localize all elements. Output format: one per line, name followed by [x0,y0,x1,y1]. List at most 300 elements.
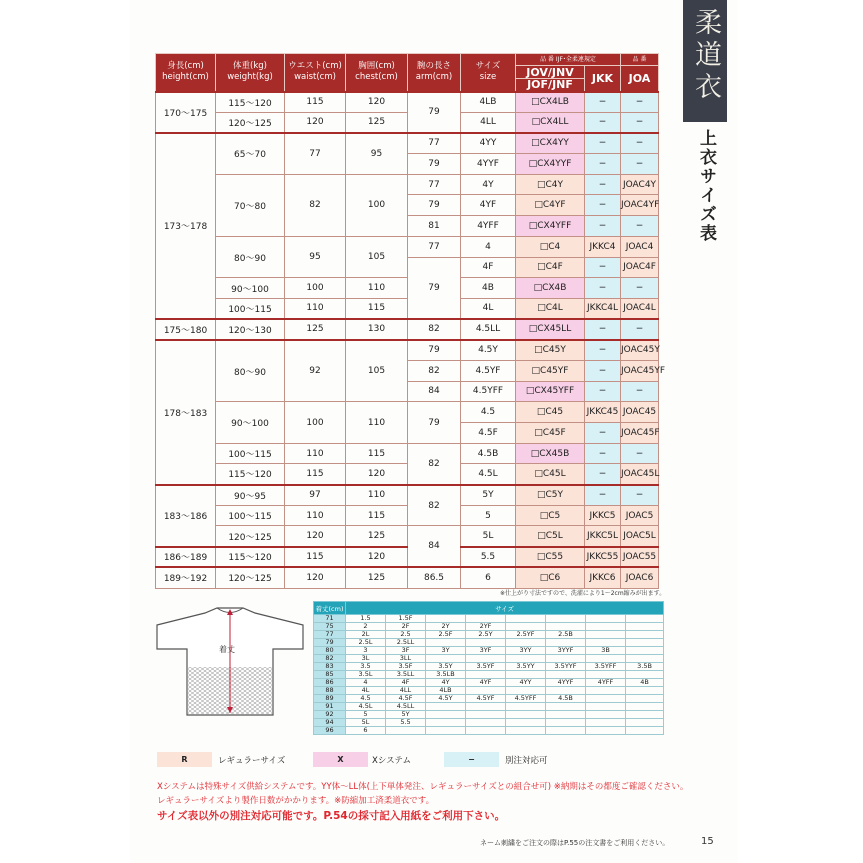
size-cell: 4LL [386,687,426,695]
cell-size: 5 [461,505,516,526]
cell-model-joa: JOAC45Y [621,340,659,361]
cell-model-joa: JOAC4L [621,298,659,319]
cell-size: 4LB [461,92,516,113]
cell-chest: 115 [346,505,408,526]
cell-arm: 79 [408,402,461,443]
cell-model-joa: − [621,485,659,506]
cell-model-jov: □C45YF [516,360,585,381]
size-cell: 4.5F [386,695,426,703]
size-cell [426,711,466,719]
cell-model-joa: − [621,443,659,464]
length-cell: 86 [314,679,346,687]
length-cell: 80 [314,647,346,655]
cell-waist: 110 [285,298,346,319]
legend-special-box: − [444,752,499,767]
legend-special-text: 別注対応可 [505,756,548,766]
size-cell [586,615,626,623]
cell-model-joa: − [621,216,659,237]
cell-chest: 120 [346,92,408,113]
cell-size: 4F [461,257,516,278]
cell-model-jkk: − [585,360,621,381]
cell-arm: 79 [408,195,461,216]
col-waist: ウエスト(cm) waist(cm) [285,54,346,92]
cell-weight: 90〜100 [216,402,285,443]
size-cell [466,703,506,711]
cell-arm: 82 [408,485,461,526]
cell-model-jkk: JKKC5L [585,526,621,547]
size-cell: 4Y [426,679,466,687]
cell-height: 183〜186 [156,485,216,547]
cell-waist: 100 [285,402,346,443]
col-jkk: JKK [585,66,621,92]
cell-model-jov: □CX45B [516,443,585,464]
size-cell: 4.5YF [466,695,506,703]
cell-model-jov: □C6 [516,567,585,588]
cell-model-jov: □CX4YYF [516,154,585,175]
length-cell: 77 [314,631,346,639]
size-cell: 3LL [386,655,426,663]
size-cell: 2.5L [346,639,386,647]
cell-model-jkk: JKKC6 [585,567,621,588]
cell-model-jov: □C4F [516,257,585,278]
size-cell [626,615,664,623]
size-cell: 4L [346,687,386,695]
size-row [156,526,659,547]
cell-waist: 125 [285,319,346,340]
cell-model-joa: − [621,381,659,402]
cell-model-jov: □C4 [516,236,585,257]
size-cell: 3.5LL [386,671,426,679]
cell-waist: 82 [285,174,346,236]
cell-arm: 77 [408,133,461,154]
length-cell: 94 [314,719,346,727]
cell-model-jov: □C5L [516,526,585,547]
size-cell: 5L [346,719,386,727]
size-cell: 1.5 [346,615,386,623]
cell-size: 4.5YF [461,360,516,381]
cell-waist: 115 [285,92,346,113]
cell-size: 5L [461,526,516,547]
cell-arm: 82 [408,360,461,381]
notes [157,780,687,824]
legend-x-text: Xシステム [372,756,411,766]
size-cell [626,631,664,639]
size-row [156,174,659,195]
cell-weight: 90〜100 [216,278,285,299]
col-jov: JOV/JNV [516,66,585,79]
cell-model-joa: − [621,154,659,175]
length-cell: 96 [314,727,346,735]
size-cell [626,695,664,703]
cell-arm: 79 [408,154,461,175]
size-cell [546,711,586,719]
size-cell: 4YY [506,679,546,687]
cell-model-jov: □C55 [516,547,585,568]
col-weight: 体重(kg) weight(kg) [216,54,285,92]
cell-model-jov: □C45F [516,423,585,444]
size-cell [426,727,466,735]
size-row [156,402,659,423]
cell-model-jov: □CX4LL [516,112,585,133]
size-row [156,464,659,485]
cell-model-joa: JOAC45L [621,464,659,485]
cell-model-jov: □C45L [516,464,585,485]
cell-model-jkk: − [585,423,621,444]
cell-size: 4L [461,298,516,319]
size-cell: 1.5F [386,615,426,623]
size-row [156,133,659,154]
cell-height: 170〜175 [156,92,216,133]
size-cell [626,719,664,727]
page-number: 15 [701,836,714,847]
cell-model-jkk: − [585,174,621,195]
size-cell [426,703,466,711]
cell-size: 4Y [461,174,516,195]
cell-size: 4.5Y [461,340,516,361]
cell-chest: 105 [346,236,408,277]
cell-model-joa: JOAC4Y [621,174,659,195]
size-cell [546,615,586,623]
cell-model-jkk: − [585,340,621,361]
cell-weight: 80〜90 [216,236,285,277]
cell-chest: 125 [346,526,408,547]
cell-height: 175〜180 [156,319,216,340]
cell-size: 4.5L [461,464,516,485]
size-cell: 4B [626,679,664,687]
length-cell: 91 [314,703,346,711]
cell-model-joa: JOAC4YF [621,195,659,216]
page-subtitle: 上衣サイズ表 [696,129,716,243]
size-cell [586,695,626,703]
cell-model-jov: □CX4YY [516,133,585,154]
cell-waist: 115 [285,464,346,485]
cell-size: 4.5LL [461,319,516,340]
cell-model-joa: − [621,278,659,299]
cell-waist: 100 [285,278,346,299]
cell-waist: 110 [285,443,346,464]
cell-model-joa: JOAC55 [621,547,659,568]
jacket-diagram [155,605,305,717]
size-cell: 4.5B [546,695,586,703]
col-size: サイズ size [461,54,516,92]
length-cell: 83 [314,663,346,671]
size-cell: 2L [346,631,386,639]
size-row [156,547,659,568]
size-cell [546,703,586,711]
cell-model-joa: JOAC6 [621,567,659,588]
cell-model-joa: JOAC45F [621,423,659,444]
shrink-note: ※仕上がり寸法ですので、洗濯により1〜2cm縮みが出ます。 [500,590,666,597]
size-cell: 4.5L [346,703,386,711]
cell-chest: 110 [346,402,408,443]
cell-waist: 120 [285,526,346,547]
cell-weight: 70〜80 [216,174,285,236]
size-cell: 2.5 [386,631,426,639]
size-cell: 2.5B [546,631,586,639]
size-cell: 5.5 [386,719,426,727]
cell-arm: 81 [408,216,461,237]
cell-chest: 105 [346,340,408,402]
size-cell: 4YYF [546,679,586,687]
size-row [156,236,659,257]
cell-model-joa: JOAC45YF [621,360,659,381]
col-model-group-2: 品 番 [621,54,659,66]
size-cell [546,719,586,727]
length-cell: 85 [314,671,346,679]
cell-model-joa: − [621,133,659,154]
size-cell [386,727,426,735]
cell-model-jkk: JKKC55 [585,547,621,568]
cell-model-joa: JOAC5 [621,505,659,526]
cell-model-jkk: − [585,216,621,237]
cell-waist: 120 [285,112,346,133]
cell-model-jkk: − [585,112,621,133]
side-tab [683,0,727,122]
size-cell [586,687,626,695]
cell-model-jkk: − [585,133,621,154]
col-height: 身長(cm) height(cm) [156,54,216,92]
size-cell: 2F [386,623,426,631]
size-cell [626,711,664,719]
len-col-size: サイズ [346,602,664,615]
cell-height: 189〜192 [156,567,216,588]
col-jof: JOF/JNF [516,79,585,92]
cell-weight: 115〜120 [216,464,285,485]
cell-waist: 97 [285,485,346,506]
size-cell: 4.5LL [386,703,426,711]
size-cell: 3Y [426,647,466,655]
size-row [156,278,659,299]
size-cell [626,639,664,647]
cell-weight: 120〜130 [216,319,285,340]
cell-model-jov: □CX4B [516,278,585,299]
cell-weight: 65〜70 [216,133,285,174]
cell-weight: 120〜125 [216,567,285,588]
cell-size: 5.5 [461,547,516,568]
cell-size: 4B [461,278,516,299]
size-cell: 3.5YFF [586,663,626,671]
size-cell [586,631,626,639]
cell-model-jov: □C4Y [516,174,585,195]
cell-model-jov: □C4YF [516,195,585,216]
col-arm: 腕の長さ arm(cm) [408,54,461,92]
cell-size: 4YYF [461,154,516,175]
size-cell [626,703,664,711]
col-joa: JOA [621,66,659,92]
size-cell: 6 [346,727,386,735]
size-cell: 4LB [426,687,466,695]
cell-height: 186〜189 [156,547,216,568]
col-chest: 胸囲(cm) chest(cm) [346,54,408,92]
size-row [156,298,659,319]
cell-chest: 130 [346,319,408,340]
size-cell: 4YFF [586,679,626,687]
size-cell: 2YF [466,623,506,631]
cell-model-joa: JOAC4F [621,257,659,278]
size-cell: 3YYF [546,647,586,655]
cell-arm: 84 [408,381,461,402]
cell-model-jkk: − [585,154,621,175]
size-cell: 4F [386,679,426,687]
cell-model-joa: JOAC5L [621,526,659,547]
cell-size: 4YY [461,133,516,154]
cell-arm: 79 [408,257,461,319]
size-table [155,53,665,589]
size-cell: 3.5YY [506,663,546,671]
size-cell: 3L [346,655,386,663]
cell-size: 4.5YFF [461,381,516,402]
size-cell: 5Y [386,711,426,719]
size-cell [626,727,664,735]
size-cell: 2.5F [426,631,466,639]
cell-weight: 100〜115 [216,298,285,319]
cell-model-joa: JOAC45 [621,402,659,423]
cell-arm: 79 [408,92,461,133]
cell-weight: 100〜115 [216,443,285,464]
size-cell [506,727,546,735]
cell-model-jkk: − [585,257,621,278]
cell-weight: 100〜115 [216,505,285,526]
size-row [156,567,659,588]
size-cell [506,615,546,623]
cell-arm: 82 [408,319,461,340]
cell-weight: 115〜120 [216,547,285,568]
size-cell [546,727,586,735]
size-cell: 2 [346,623,386,631]
length-row [314,727,664,735]
length-cell: 82 [314,655,346,663]
size-cell: 2Y [426,623,466,631]
size-cell: 3.5Y [426,663,466,671]
cell-model-jov: □C4L [516,298,585,319]
cell-model-jov: □CX4LB [516,92,585,113]
size-row [156,92,659,113]
cell-model-jkk: − [585,319,621,340]
cell-model-jkk: − [585,278,621,299]
cell-model-jkk: − [585,464,621,485]
cell-size: 4.5F [461,423,516,444]
size-cell [586,727,626,735]
length-cell: 79 [314,639,346,647]
size-cell: 5 [346,711,386,719]
length-cell: 75 [314,623,346,631]
col-model-group: 品 番 IJF･全柔連規定 [516,54,621,66]
legend-regular-text: レギュラーサイズ [218,756,286,766]
size-row [156,485,659,506]
cell-model-jkk: − [585,381,621,402]
size-cell: 3.5LB [426,671,466,679]
cell-model-jkk: JKKC4L [585,298,621,319]
cell-weight: 120〜125 [216,526,285,547]
cell-model-joa: JOAC4 [621,236,659,257]
size-cell: 3.5L [346,671,386,679]
length-cell: 71 [314,615,346,623]
size-cell [626,687,664,695]
cell-arm: 84 [408,526,461,567]
cell-weight: 120〜125 [216,112,285,133]
cell-chest: 120 [346,464,408,485]
size-cell [466,719,506,727]
size-row [156,505,659,526]
size-cell: 2.5YF [506,631,546,639]
size-cell: 3.5F [386,663,426,671]
cell-waist: 115 [285,547,346,568]
size-cell [506,711,546,719]
size-cell: 3 [346,647,386,655]
cell-weight: 115〜120 [216,92,285,113]
cell-waist: 95 [285,236,346,277]
cell-waist: 92 [285,340,346,402]
cell-size: 4LL [461,112,516,133]
cell-model-jkk: JKKC5 [585,505,621,526]
note-line: レギュラーサイズより製作日数がかかります。※防縮加工済柔道衣です。 [157,796,435,806]
size-cell: 3B [586,647,626,655]
len-col-length: 着丈(cm) [314,602,346,615]
size-cell [466,711,506,719]
legend-x-box: X [313,752,368,767]
size-row [156,340,659,361]
footer-note: ネーム刺繍をご注文の際はP.55の注文書をご利用ください。 [480,839,670,847]
cell-arm: 77 [408,174,461,195]
cell-size: 4.5B [461,443,516,464]
cell-chest: 110 [346,278,408,299]
cell-chest: 120 [346,547,408,568]
size-cell: 4.5YFF [506,695,546,703]
legend-regular-box: R [157,752,212,767]
cell-height: 178〜183 [156,340,216,485]
size-row [156,443,659,464]
size-cell: 3.5YYF [546,663,586,671]
size-cell: 4.5 [346,695,386,703]
length-label: 着丈 [219,645,235,654]
size-cell [426,719,466,727]
cell-size: 4YF [461,195,516,216]
size-cell [586,623,626,631]
cell-model-jov: □CX45YFF [516,381,585,402]
length-cell: 92 [314,711,346,719]
cell-model-jkk: − [585,485,621,506]
section-title: 柔道衣 [690,8,721,104]
size-cell: 3F [386,647,426,655]
cell-model-jov: □C45Y [516,340,585,361]
cell-weight: 90〜95 [216,485,285,506]
cell-arm: 82 [408,443,461,484]
cell-chest: 95 [346,133,408,174]
cell-model-jkk: − [585,92,621,113]
cell-model-joa: − [621,319,659,340]
size-cell: 4.5Y [426,695,466,703]
cell-chest: 115 [346,298,408,319]
note-line: Xシステムは特殊サイズ供給システムです。YY体〜LL体(上下単体発注、レギュラーサイズとの組合せ可) ※納期はその都度ご確認ください。 [157,782,689,792]
cell-waist: 120 [285,567,346,588]
cell-waist: 110 [285,505,346,526]
cell-arm: 77 [408,236,461,257]
size-cell: 4 [346,679,386,687]
cell-model-jkk: − [585,195,621,216]
size-row [156,112,659,133]
cell-model-jkk: − [585,443,621,464]
cell-model-joa: − [621,112,659,133]
length-cell: 89 [314,695,346,703]
cell-height: 173〜178 [156,133,216,319]
cell-size: 6 [461,567,516,588]
size-cell: 3YF [466,647,506,655]
cell-size: 5Y [461,485,516,506]
size-cell [626,647,664,655]
cell-chest: 100 [346,174,408,236]
cell-model-jov: □C5Y [516,485,585,506]
size-cell [466,727,506,735]
